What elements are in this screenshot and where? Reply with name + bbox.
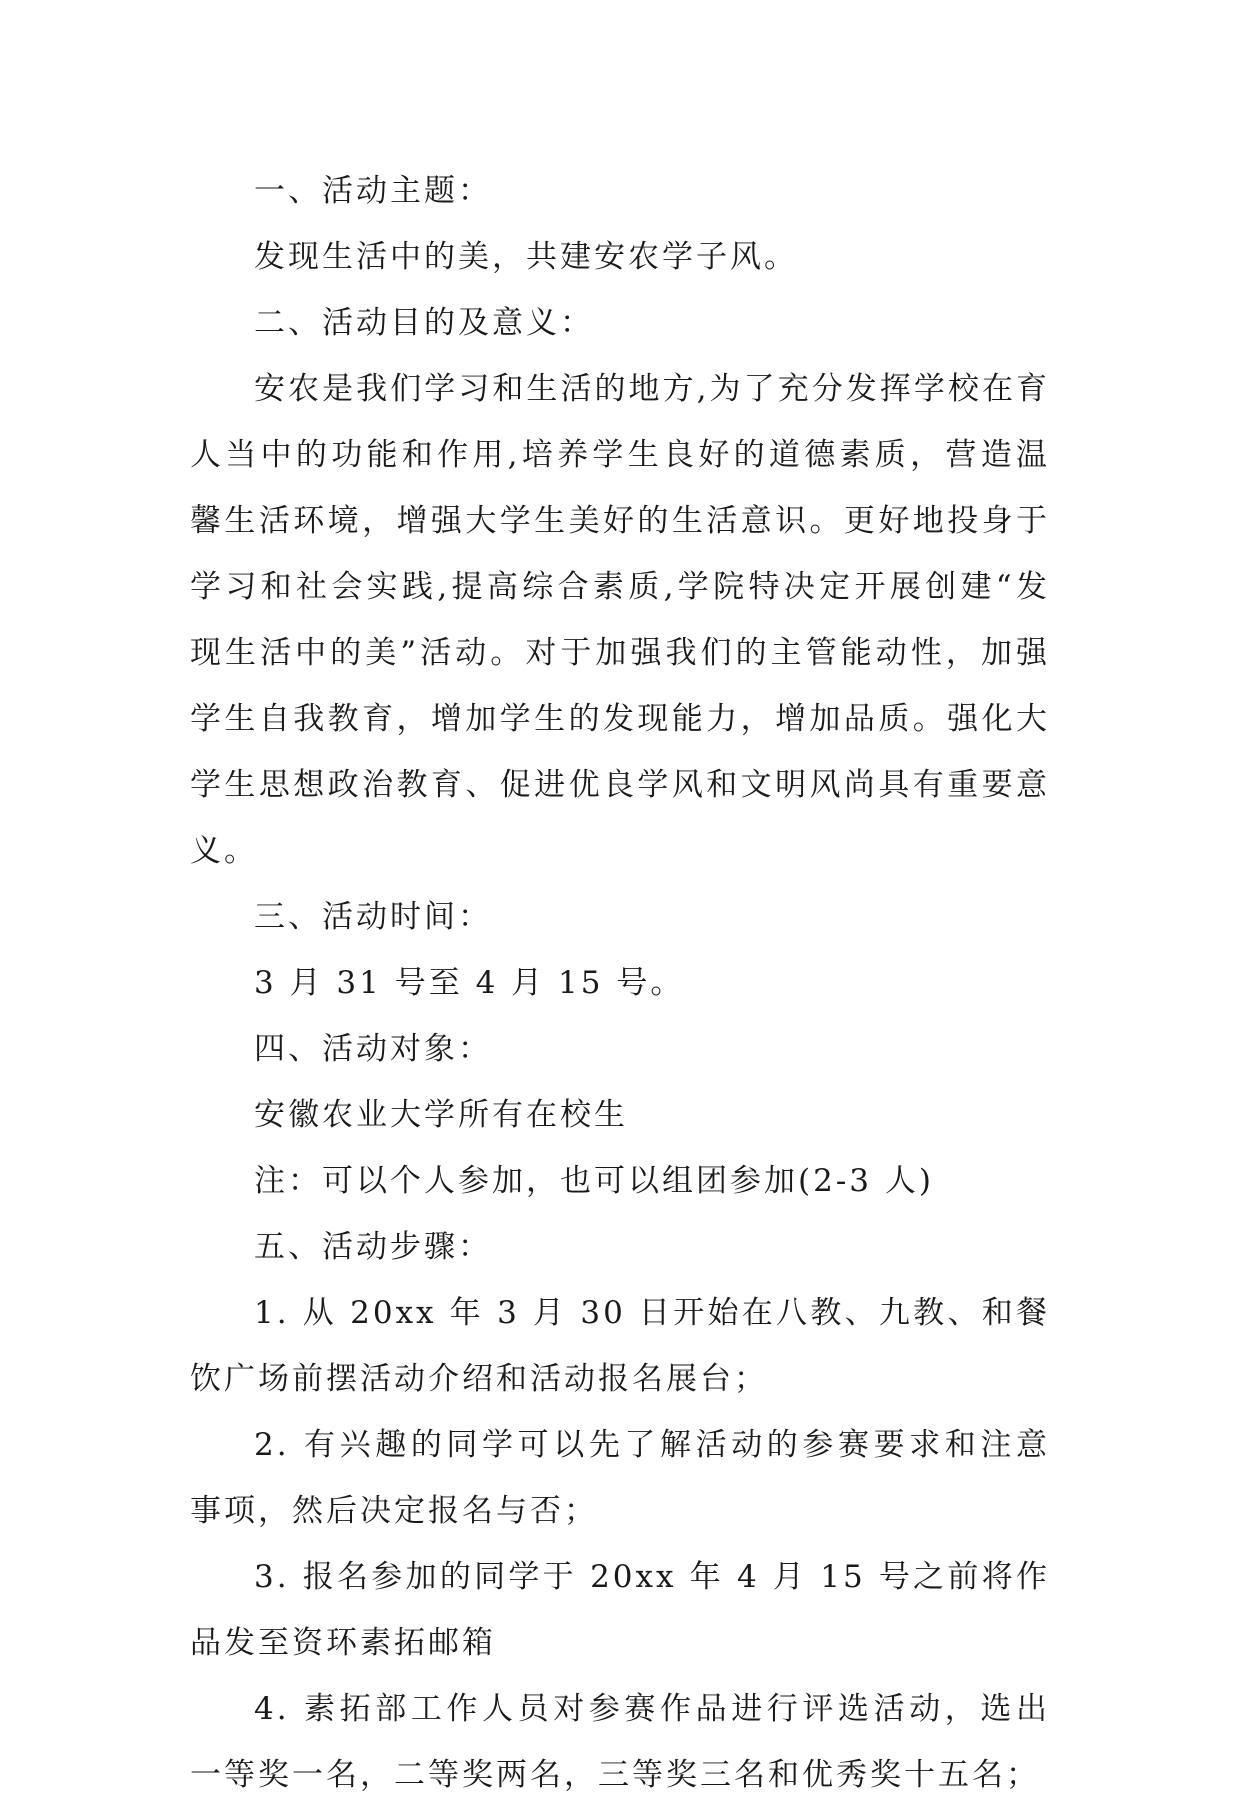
time-text: 3 月 31 号至 4 月 15 号。 (254, 965, 685, 1001)
purpose-paragraph: 安农是我们学习和生活的地方,为了充分发挥学校在育人当中的功能和作用,培养学生良好的道德素质，营造温馨生活环境，增强大学生美好的生活意识。更好地投身于学习和社会实践,提高综合素质,学院特决定开展创建“发现生活中的美”活动。对于加强我们的主管能动性，加强学生自我教育，增加学生的发现能力，增加品质。强化大学生思想政治教育、促进优良学风和文明风尚具有重要意义。 (190, 371, 1050, 869)
section-heading-purpose: 二、活动目的及意义： (254, 305, 594, 341)
section-heading-theme: 一、活动主题： (254, 173, 492, 209)
theme-text: 发现生活中的美，共建安农学子风。 (254, 239, 798, 275)
step-1: 1. 从 20xx 年 3 月 30 日开始在八教、九教、和餐饮广场前摆活动介绍和活动报名展台； (190, 1295, 1050, 1397)
document-body (190, 158, 1050, 1808)
step-3: 3. 报名参加的同学于 20xx 年 4 月 15 号之前将作品发至资环素拓邮箱 (190, 1559, 1050, 1661)
step-4: 4. 素拓部工作人员对参赛作品进行评选活动，选出一等奖一名，二等奖两名，三等奖三名和优秀奖十五名； (190, 1691, 1050, 1793)
section-heading-time: 三、活动时间： (254, 899, 492, 935)
section-heading-steps: 五、活动步骤： (254, 1229, 492, 1265)
section-heading-target: 四、活动对象： (254, 1031, 492, 1067)
target-text: 安徽农业大学所有在校生 (254, 1097, 628, 1133)
step-2: 2. 有兴趣的同学可以先了解活动的参赛要求和注意事项，然后决定报名与否； (190, 1427, 1050, 1529)
note-text: 注：可以个人参加，也可以组团参加(2-3 人) (254, 1163, 934, 1199)
